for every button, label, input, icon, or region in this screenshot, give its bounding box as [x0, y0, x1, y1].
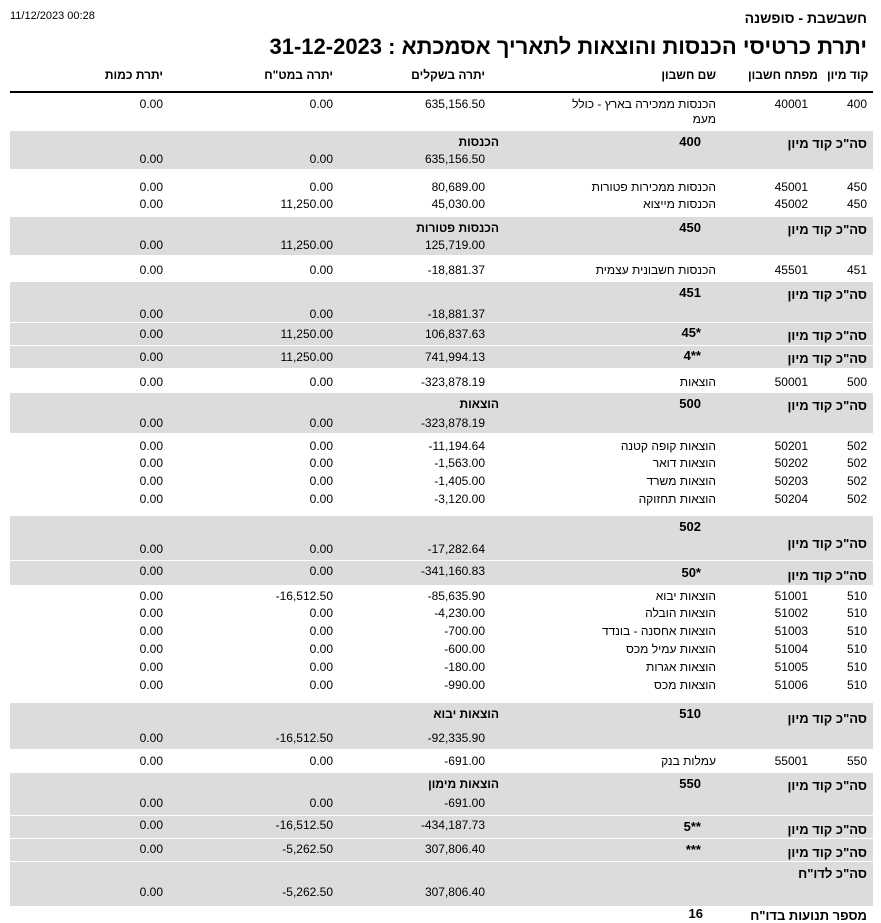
- subtotal-ils: 635,156.50: [424, 152, 485, 166]
- header-divider: [10, 91, 873, 93]
- cell-fx: 0.00: [309, 439, 333, 453]
- subtotal-label: סה"כ קוד מיון: [787, 136, 867, 151]
- subtotal-fx: -16,512.50: [275, 818, 333, 832]
- cell-code: 510: [846, 678, 867, 692]
- cell-code: 502: [846, 492, 867, 506]
- subtotal-code: 550: [679, 776, 701, 791]
- cell-name: הוצאות הובלה: [645, 606, 716, 620]
- subtotal-code: 400: [679, 134, 701, 149]
- print-timestamp: 11/12/2023 00:28: [10, 10, 95, 22]
- cell-name: הוצאות תחזוקה: [638, 492, 716, 506]
- cell-fx: 0.00: [309, 375, 333, 389]
- cell-account: 45501: [774, 263, 808, 277]
- subtotal-qty: 0.00: [139, 818, 163, 832]
- subtotal-ils: -434,187.73: [420, 818, 485, 832]
- cell-account: 50001: [774, 375, 808, 389]
- subtotal-label: סה"כ קוד מיון: [787, 568, 867, 583]
- subtotal-qty: 0.00: [139, 152, 163, 166]
- subtotal-ils: -92,335.90: [427, 731, 485, 745]
- cell-fx: -16,512.50: [275, 589, 333, 603]
- subtotal-qty: 0.00: [139, 796, 163, 810]
- subtotal-group-name: הוצאות מימון: [428, 777, 499, 791]
- cell-name: הכנסות מייצוא: [643, 197, 716, 211]
- cell-fx: 0.00: [309, 660, 333, 674]
- cell-fx: 0.00: [309, 624, 333, 638]
- subtotal-ils: -18,881.37: [427, 307, 485, 321]
- transaction-count: 16: [688, 906, 703, 921]
- subtotal-code: 502: [679, 519, 701, 534]
- cell-ils: 635,156.50: [424, 97, 485, 111]
- subtotal-label: סה"כ קוד מיון: [787, 845, 867, 860]
- cell-name-cont: מעמ: [692, 112, 716, 126]
- transaction-count-label: מספר תנועות בדו"ח: [750, 908, 867, 923]
- subtotal-qty: 0.00: [139, 350, 163, 364]
- cell-ils: -180.00: [444, 660, 485, 674]
- cell-name: הוצאות מכס: [654, 678, 716, 692]
- cell-account: 51002: [774, 606, 808, 620]
- cell-ils: -600.00: [444, 642, 485, 656]
- cell-account: 51005: [774, 660, 808, 674]
- cell-account: 50203: [774, 474, 808, 488]
- cell-ils: -1,405.00: [434, 474, 485, 488]
- subtotal-code: 500: [679, 396, 701, 411]
- cell-name: הכנסות חשבונית עצמית: [595, 263, 716, 277]
- cell-ils: -1,563.00: [434, 456, 485, 470]
- cell-qty: 0.00: [139, 197, 163, 211]
- subtotal-code: 50*: [681, 565, 701, 580]
- subtotal-ils: 125,719.00: [424, 238, 485, 252]
- subtotal-fx: 0.00: [309, 307, 333, 321]
- subtotal-label: סה"כ קוד מיון: [787, 398, 867, 413]
- subtotal-ils: -17,282.64: [427, 542, 485, 556]
- col-header-code: קוד מיון: [827, 68, 869, 82]
- grand-total-qty: 0.00: [139, 885, 163, 899]
- cell-account: 51006: [774, 678, 808, 692]
- grand-total-fx: -5,262.50: [282, 885, 333, 899]
- column-header-row: [0, 66, 881, 92]
- cell-code: 400: [846, 97, 867, 111]
- cell-code: 510: [846, 624, 867, 638]
- cell-code: 502: [846, 474, 867, 488]
- cell-account: 40001: [774, 97, 808, 111]
- cell-name: הוצאות אחסנה - בונדד: [601, 624, 716, 638]
- cell-code: 510: [846, 642, 867, 656]
- subtotal-label: סה"כ קוד מיון: [787, 328, 867, 343]
- cell-name: הוצאות משרד: [646, 474, 716, 488]
- cell-account: 50204: [774, 492, 808, 506]
- col-header-ils: יתרה בשקלים: [411, 68, 485, 82]
- col-header-account: מפתח חשבון: [748, 68, 818, 82]
- cell-account: 51001: [774, 589, 808, 603]
- subtotal-ils: -323,878.19: [420, 416, 485, 430]
- cell-qty: 0.00: [139, 492, 163, 506]
- cell-qty: 0.00: [139, 439, 163, 453]
- cell-fx: 0.00: [309, 474, 333, 488]
- subtotal-fx: -5,262.50: [282, 842, 333, 856]
- cell-qty: 0.00: [139, 375, 163, 389]
- cell-ils: -990.00: [444, 678, 485, 692]
- cell-account: 45002: [774, 197, 808, 211]
- subtotal-label: סה"כ קוד מיון: [787, 711, 867, 726]
- cell-ils: -85,635.90: [427, 589, 485, 603]
- cell-qty: 0.00: [139, 642, 163, 656]
- cell-ils: 45,030.00: [431, 197, 485, 211]
- col-header-qty: יתרת כמות: [104, 68, 163, 82]
- cell-ils: -18,881.37: [427, 263, 485, 277]
- cell-ils: -700.00: [444, 624, 485, 638]
- cell-fx: 0.00: [309, 456, 333, 470]
- cell-account: 51004: [774, 642, 808, 656]
- cell-name: הכנסות ממכירות פטורות: [591, 180, 716, 194]
- subtotal-fx: 11,250.00: [280, 350, 333, 364]
- cell-qty: 0.00: [139, 754, 163, 768]
- cell-ils: -11,194.64: [428, 439, 485, 453]
- subtotal-ils: 307,806.40: [424, 842, 485, 856]
- cell-account: 50201: [774, 439, 808, 453]
- subtotal-qty: 0.00: [139, 416, 163, 430]
- cell-code: 510: [846, 606, 867, 620]
- cell-fx: 0.00: [309, 754, 333, 768]
- subtotal-ils: 741,994.13: [424, 350, 485, 364]
- report-title: יתרת כרטיסי הכנסות והוצאות לתאריך אסמכתא : 31-12-2023: [269, 34, 867, 59]
- subtotal-fx: 11,250.00: [280, 327, 333, 341]
- subtotal-group-name: הוצאות יבוא: [433, 707, 499, 721]
- subtotal-code: 451: [679, 285, 701, 300]
- subtotal-qty: 0.00: [139, 842, 163, 856]
- subtotal-fx: -16,512.50: [275, 731, 333, 745]
- cell-code: 502: [846, 439, 867, 453]
- subtotal-fx: 0.00: [309, 152, 333, 166]
- subtotal-code: 510: [679, 706, 701, 721]
- subtotal-qty: 0.00: [139, 564, 163, 578]
- cell-account: 45001: [774, 180, 808, 194]
- cell-qty: 0.00: [139, 474, 163, 488]
- subtotal-group-name: הכנסות: [458, 135, 499, 149]
- cell-ils: -3,120.00: [434, 492, 485, 506]
- subtotal-label: סה"כ קוד מיון: [787, 778, 867, 793]
- cell-name: הוצאות קופה קטנה: [620, 439, 716, 453]
- cell-name: הוצאות דואר: [652, 456, 716, 470]
- cell-account: 51003: [774, 624, 808, 638]
- cell-account: 50202: [774, 456, 808, 470]
- cell-fx: 0.00: [309, 642, 333, 656]
- subtotal-code: 45*: [681, 325, 701, 340]
- cell-qty: 0.00: [139, 624, 163, 638]
- subtotal-fx: 0.00: [309, 542, 333, 556]
- subtotal-fx: 11,250.00: [280, 238, 333, 252]
- grand-total-ils: 307,806.40: [424, 885, 485, 899]
- subtotal-ils: 106,837.63: [424, 327, 485, 341]
- subtotal-ils: -691.00: [444, 796, 485, 810]
- subtotal-label: סה"כ קוד מיון: [787, 222, 867, 237]
- cell-ils: -4,230.00: [434, 606, 485, 620]
- cell-qty: 0.00: [139, 263, 163, 277]
- subtotal-code: ***: [685, 842, 701, 857]
- subtotal-qty: 0.00: [139, 731, 163, 745]
- cell-fx: 0.00: [309, 606, 333, 620]
- subtotal-fx: 0.00: [309, 416, 333, 430]
- cell-code: 502: [846, 456, 867, 470]
- cell-code: 500: [846, 375, 867, 389]
- subtotal-code: 4**: [683, 348, 701, 363]
- cell-code: 550: [846, 754, 867, 768]
- cell-fx: 11,250.00: [280, 197, 333, 211]
- subtotal-label: סה"כ קוד מיון: [787, 287, 867, 302]
- grand-total-row: [10, 861, 873, 906]
- cell-name: הכנסות ממכירה בארץ - כולל: [572, 97, 716, 111]
- subtotal-qty: 0.00: [139, 238, 163, 252]
- cell-fx: 0.00: [309, 263, 333, 277]
- cell-name: הוצאות יבוא: [655, 589, 716, 603]
- subtotal-label: סה"כ קוד מיון: [787, 536, 867, 551]
- grand-total-label: סה"כ לדו"ח: [798, 866, 867, 881]
- cell-account: 55001: [774, 754, 808, 768]
- subtotal-group-name: הכנסות פטורות: [416, 221, 499, 235]
- subtotal-label: סה"כ קוד מיון: [787, 822, 867, 837]
- cell-ils: 80,689.00: [431, 180, 485, 194]
- subtotal-label: סה"כ קוד מיון: [787, 351, 867, 366]
- cell-ils: -691.00: [444, 754, 485, 768]
- cell-code: 510: [846, 660, 867, 674]
- subtotal-code: 5**: [683, 819, 701, 834]
- cell-name: הוצאות עמיל מכס: [626, 642, 716, 656]
- col-header-fx: יתרה במט"ח: [264, 68, 333, 82]
- cell-fx: 0.00: [309, 97, 333, 111]
- company-name: חשבשבת - סופשנה: [744, 10, 867, 26]
- subtotal-fx: 0.00: [309, 564, 333, 578]
- cell-qty: 0.00: [139, 97, 163, 111]
- subtotal-qty: 0.00: [139, 307, 163, 321]
- cell-qty: 0.00: [139, 678, 163, 692]
- cell-ils: -323,878.19: [420, 375, 485, 389]
- cell-fx: 0.00: [309, 678, 333, 692]
- subtotal-ils: -341,160.83: [420, 564, 485, 578]
- cell-name: עמלות בנק: [661, 754, 716, 768]
- cell-qty: 0.00: [139, 180, 163, 194]
- col-header-name: שם חשבון: [661, 68, 716, 82]
- cell-code: 450: [846, 180, 867, 194]
- cell-qty: 0.00: [139, 589, 163, 603]
- cell-code: 451: [846, 263, 867, 277]
- cell-code: 450: [846, 197, 867, 211]
- subtotal-qty: 0.00: [139, 542, 163, 556]
- subtotal-fx: 0.00: [309, 796, 333, 810]
- cell-name: הוצאות אגרות: [646, 660, 716, 674]
- cell-qty: 0.00: [139, 606, 163, 620]
- cell-name: הוצאות: [679, 375, 716, 389]
- cell-qty: 0.00: [139, 660, 163, 674]
- subtotal-code: 450: [679, 220, 701, 235]
- subtotal-group-name: הוצאות: [459, 397, 499, 411]
- cell-fx: 0.00: [309, 180, 333, 194]
- cell-qty: 0.00: [139, 456, 163, 470]
- cell-fx: 0.00: [309, 492, 333, 506]
- cell-code: 510: [846, 589, 867, 603]
- subtotal-qty: 0.00: [139, 327, 163, 341]
